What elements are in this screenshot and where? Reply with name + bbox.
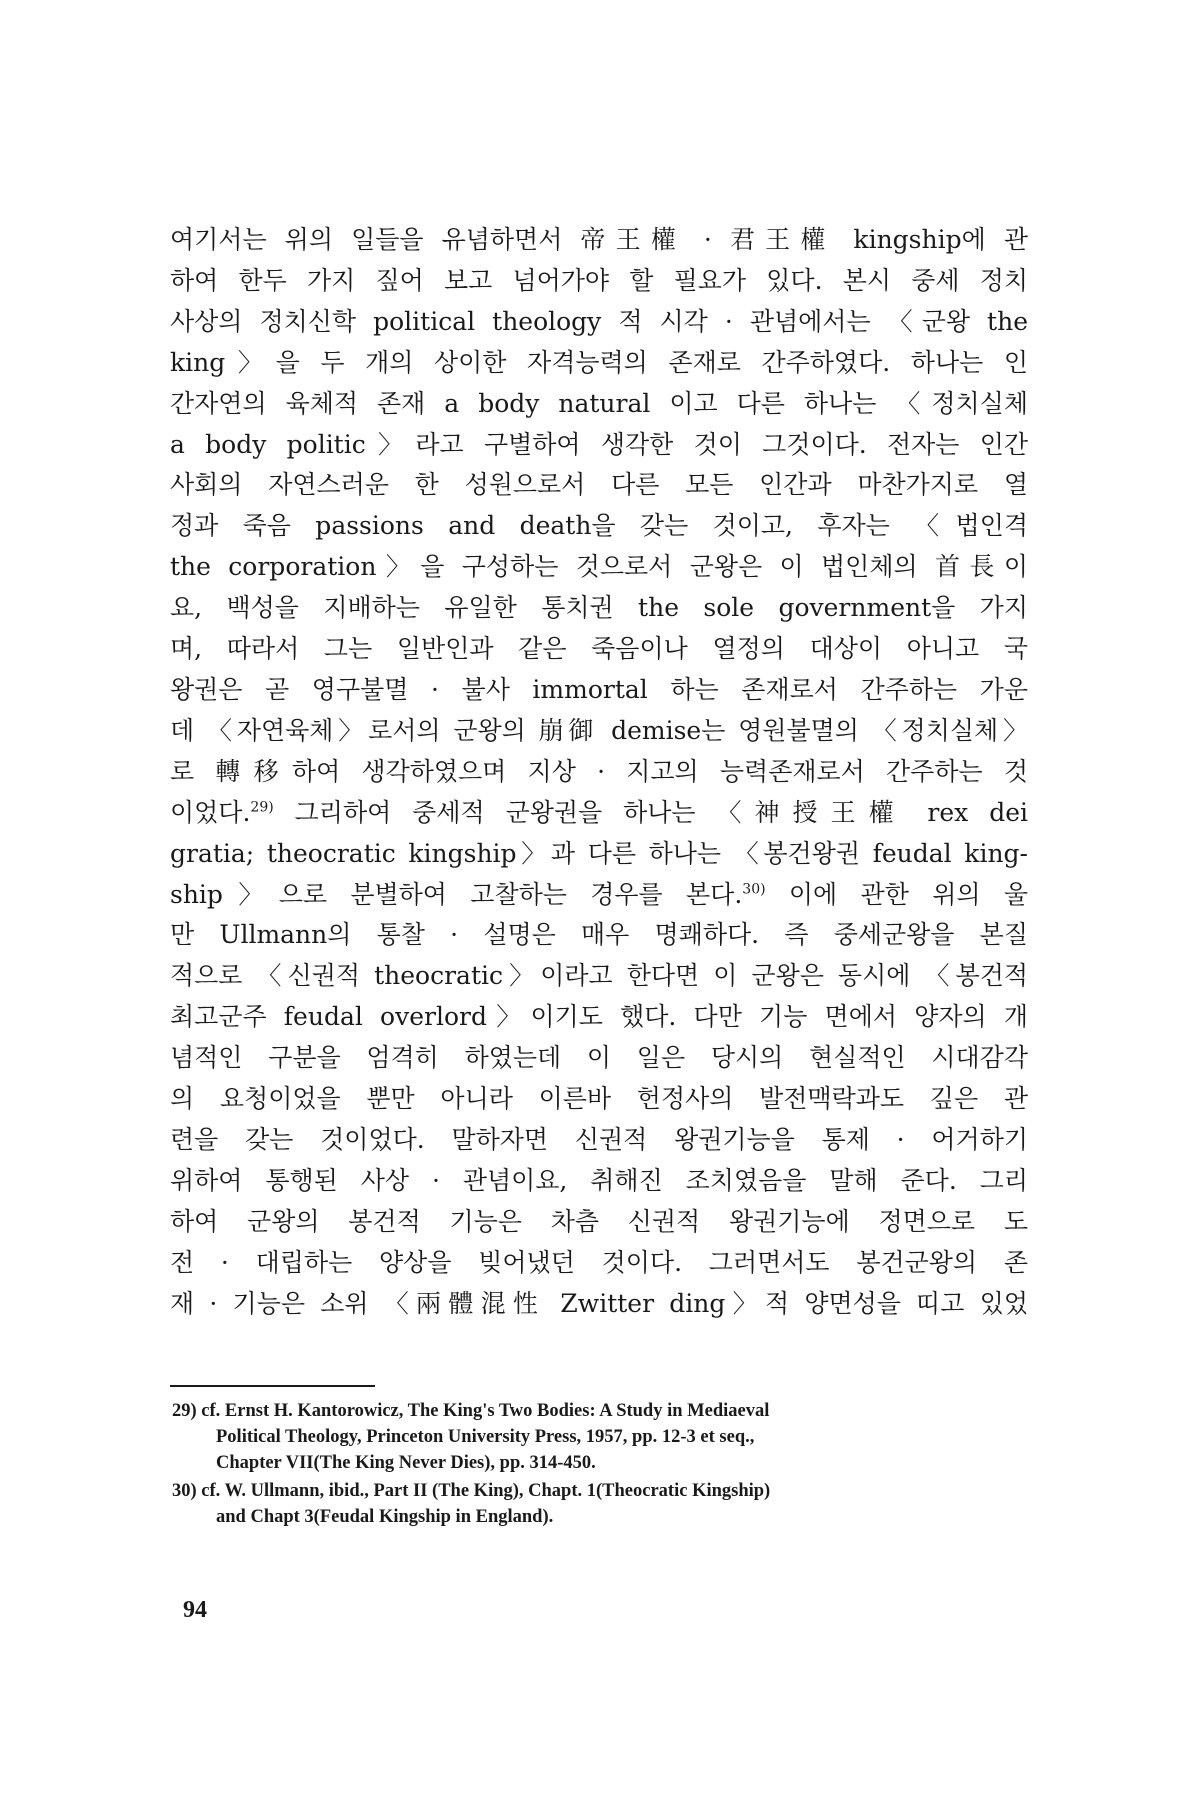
footnote-divider: [170, 1385, 375, 1387]
body-line-part: 이에 관한 위의 울: [788, 879, 1028, 909]
footnote-30: [172, 1478, 1030, 1530]
body-line: king〉을 두 개의 상이한 자격능력의 존재로 간주하였다. 하나는 인: [170, 347, 1028, 377]
body-line: 간자연의 육체적 존재 a body natural 이고 다른 하나는 〈정치실체: [170, 388, 1028, 418]
body-line: 위하여 통행된 사상 · 관념이요, 취해진 조치였음을 말해 준다. 그리: [170, 1165, 1028, 1195]
body-line: gratia; theocratic kingship〉과 다른 하나는 〈봉건왕권 feudal king-: [170, 838, 1028, 868]
body-line: 데 〈자연육체〉로서의 군왕의 崩御 demise는 영원불멸의 〈정치실체〉: [170, 715, 1028, 745]
footnotes: [172, 1398, 1030, 1532]
body-line-with-ref: [170, 875, 1028, 916]
body-line: 사상의 정치신학 political theology 적 시각 · 관념에서는 〈군왕 the: [170, 306, 1028, 336]
body-line: 며, 따라서 그는 일반인과 같은 죽음이나 열정의 대상이 아니고 국: [170, 634, 1028, 664]
body-line: the corporation〉을 구성하는 것으로서 군왕은 이 법인체의 首長이: [170, 552, 1028, 582]
footnote-ref-30: 30): [742, 881, 766, 898]
footnote-ref-29: 29): [250, 799, 274, 816]
body-line: 재 · 기능은 소위 〈兩體混性 Zwitter ding〉적 양면성을 띠고 있었: [170, 1288, 1028, 1318]
body-line: 하여 한두 가지 짚어 보고 넘어가야 할 필요가 있다. 본시 중세 정치: [170, 265, 1028, 295]
footnote-line: Political Theology, Princeton University Press, 1957, pp. 12-3 et seq.,: [216, 1427, 755, 1447]
body-line-part: 그리하여 중세적 군왕권을 하나는 〈神授王權 rex dei: [294, 797, 1029, 827]
footnote-line: 30) cf. W. Ullmann, ibid., Part II (The King), Chapt. 1(Theocratic Kingship): [172, 1481, 771, 1501]
body-line: 적으로 〈신권적 theocratic〉이라고 한다면 이 군왕은 동시에 〈봉건적: [170, 961, 1028, 991]
footnote-29: [172, 1398, 1030, 1476]
body-line: 의 요청이었을 뿐만 아니라 이른바 헌정사의 발전맥락과도 깊은 관: [170, 1084, 1028, 1114]
body-line: 여기서는 위의 일들을 유념하면서 帝王權 · 君王權 kingship에 관: [170, 225, 1028, 254]
body-line: 최고군주 feudal overlord〉이기도 했다. 다만 기능 면에서 양자의 개: [170, 1002, 1028, 1032]
body-line: 념적인 구분을 엄격히 하였는데 이 일은 당시의 현실적인 시대감각: [170, 1043, 1028, 1073]
body-line: a body politic〉라고 구별하여 생각한 것이 그것이다. 전자는 인간: [170, 429, 1028, 459]
body-line: 로 轉移하여 생각하였으며 지상 · 지고의 능력존재로서 간주하는 것: [170, 756, 1028, 786]
footnote-line: and Chapt 3(Feudal Kingship in England).: [216, 1507, 554, 1527]
body-text: [170, 220, 1028, 1324]
footnote-line: Chapter VII(The King Never Dies), pp. 314-450.: [216, 1453, 596, 1473]
body-line: 요, 백성을 지배하는 유일한 통치권 the sole government을 가지: [170, 593, 1028, 623]
body-line-part: 이었다.: [170, 797, 251, 827]
body-line: 하여 군왕의 봉건적 기능은 차츰 신권적 왕권기능에 정면으로 도: [170, 1206, 1028, 1236]
body-line: 왕권은 곧 영구불멸 · 불사 immortal 하는 존재로서 간주하는 가운: [170, 674, 1028, 704]
body-line-part: ship〉으로 분별하여 고찰하는 경우를 본다.: [170, 879, 743, 909]
body-line: 련을 갖는 것이었다. 말하자면 신권적 왕권기능을 통제 · 어거하기: [170, 1124, 1028, 1154]
page-number: 94: [183, 1597, 207, 1623]
body-line: 전 · 대립하는 양상을 빚어냈던 것이다. 그러면서도 봉건군왕의 존: [170, 1247, 1028, 1277]
body-line: 정과 죽음 passions and death을 갖는 것이고, 후자는 〈법인격: [170, 511, 1028, 541]
body-line: 만 Ullmann의 통찰 · 설명은 매우 명쾌하다. 즉 중세군왕을 본질: [170, 920, 1028, 950]
body-line-with-ref: [170, 793, 1028, 834]
body-line: 사회의 자연스러운 한 성원으로서 다른 모든 인간과 마찬가지로 열: [170, 470, 1028, 500]
footnote-line: 29) cf. Ernst H. Kantorowicz, The King's Two Bodies: A Study in Mediaeval: [172, 1401, 770, 1421]
